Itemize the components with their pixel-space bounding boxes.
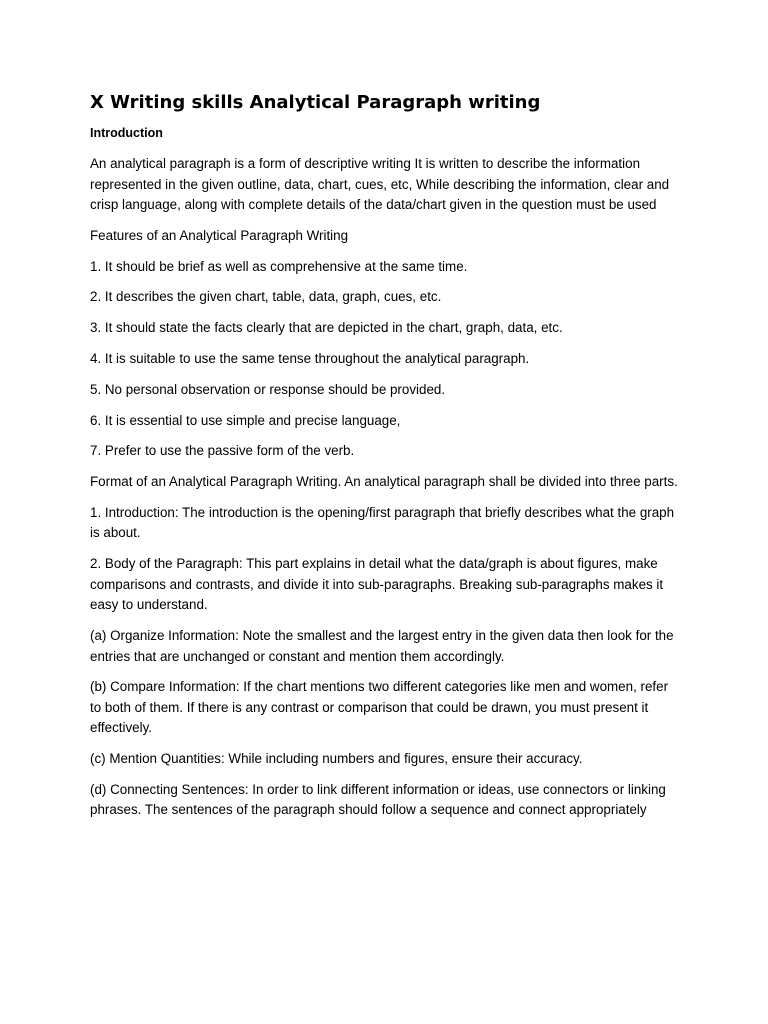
format-paragraph: Format of an Analytical Paragraph Writing. An analytical paragraph shall be divided into three parts.: [90, 474, 678, 490]
feature-item-5: 5. No personal observation or response should be provided.: [90, 381, 446, 397]
format-item-introduction: 1. Introduction: The introduction is the opening/first paragraph that briefly describes what the graph is about.: [90, 504, 675, 541]
feature-item-4: 4. It is suitable to use the same tense throughout the analytical paragraph.: [90, 350, 530, 366]
feature-item-2: 2. It describes the given chart, table, data, graph, cues, etc.: [90, 289, 442, 305]
feature-item-3: 3. It should state the facts clearly that are depicted in the chart, graph, data, etc.: [90, 320, 563, 336]
format-item-compare: (b) Compare Information: If the chart mentions two different categories like men and women, refer to both of them. If there is any contrast or comparison that could be drawn, you must present it effectively.: [90, 679, 669, 736]
document-title: X Writing skills Analytical Paragraph writing: [90, 92, 541, 113]
document-page: [90, 90, 680, 831]
format-item-body: 2. Body of the Paragraph: This part explains in detail what the data/graph is about figures, make comparisons and contrasts, and divide it into sub-paragraphs. Breaking sub-paragraphs makes it easy to understand.: [90, 556, 664, 613]
format-item-organize: (a) Organize Information: Note the smallest and the largest entry in the given data then look for the entries that are unchanged or constant and mention them accordingly.: [90, 628, 674, 664]
feature-item-1: 1. It should be brief as well as comprehensive at the same time.: [90, 258, 468, 274]
feature-item-7: 7. Prefer to use the passive form of the verb.: [90, 443, 355, 459]
introduction-paragraph: An analytical paragraph is a form of descriptive writing It is written to describe the information represented in the given outline, data, chart, cues, etc, While describing the information, clear and crisp language, along with complete details of the data/chart given in the question must be used: [90, 156, 670, 212]
introduction-heading: Introduction: [90, 126, 163, 140]
features-heading: Features of an Analytical Paragraph Writing: [90, 227, 349, 243]
format-item-quantities: (c) Mention Quantities: While including numbers and figures, ensure their accuracy.: [90, 751, 583, 767]
format-item-connecting: (d) Connecting Sentences: In order to link different information or ideas, use connectors or linking phrases. The sentences of the paragraph should follow a sequence and connect appropriately: [90, 781, 666, 818]
feature-item-6: 6. It is essential to use simple and precise language,: [90, 412, 401, 428]
